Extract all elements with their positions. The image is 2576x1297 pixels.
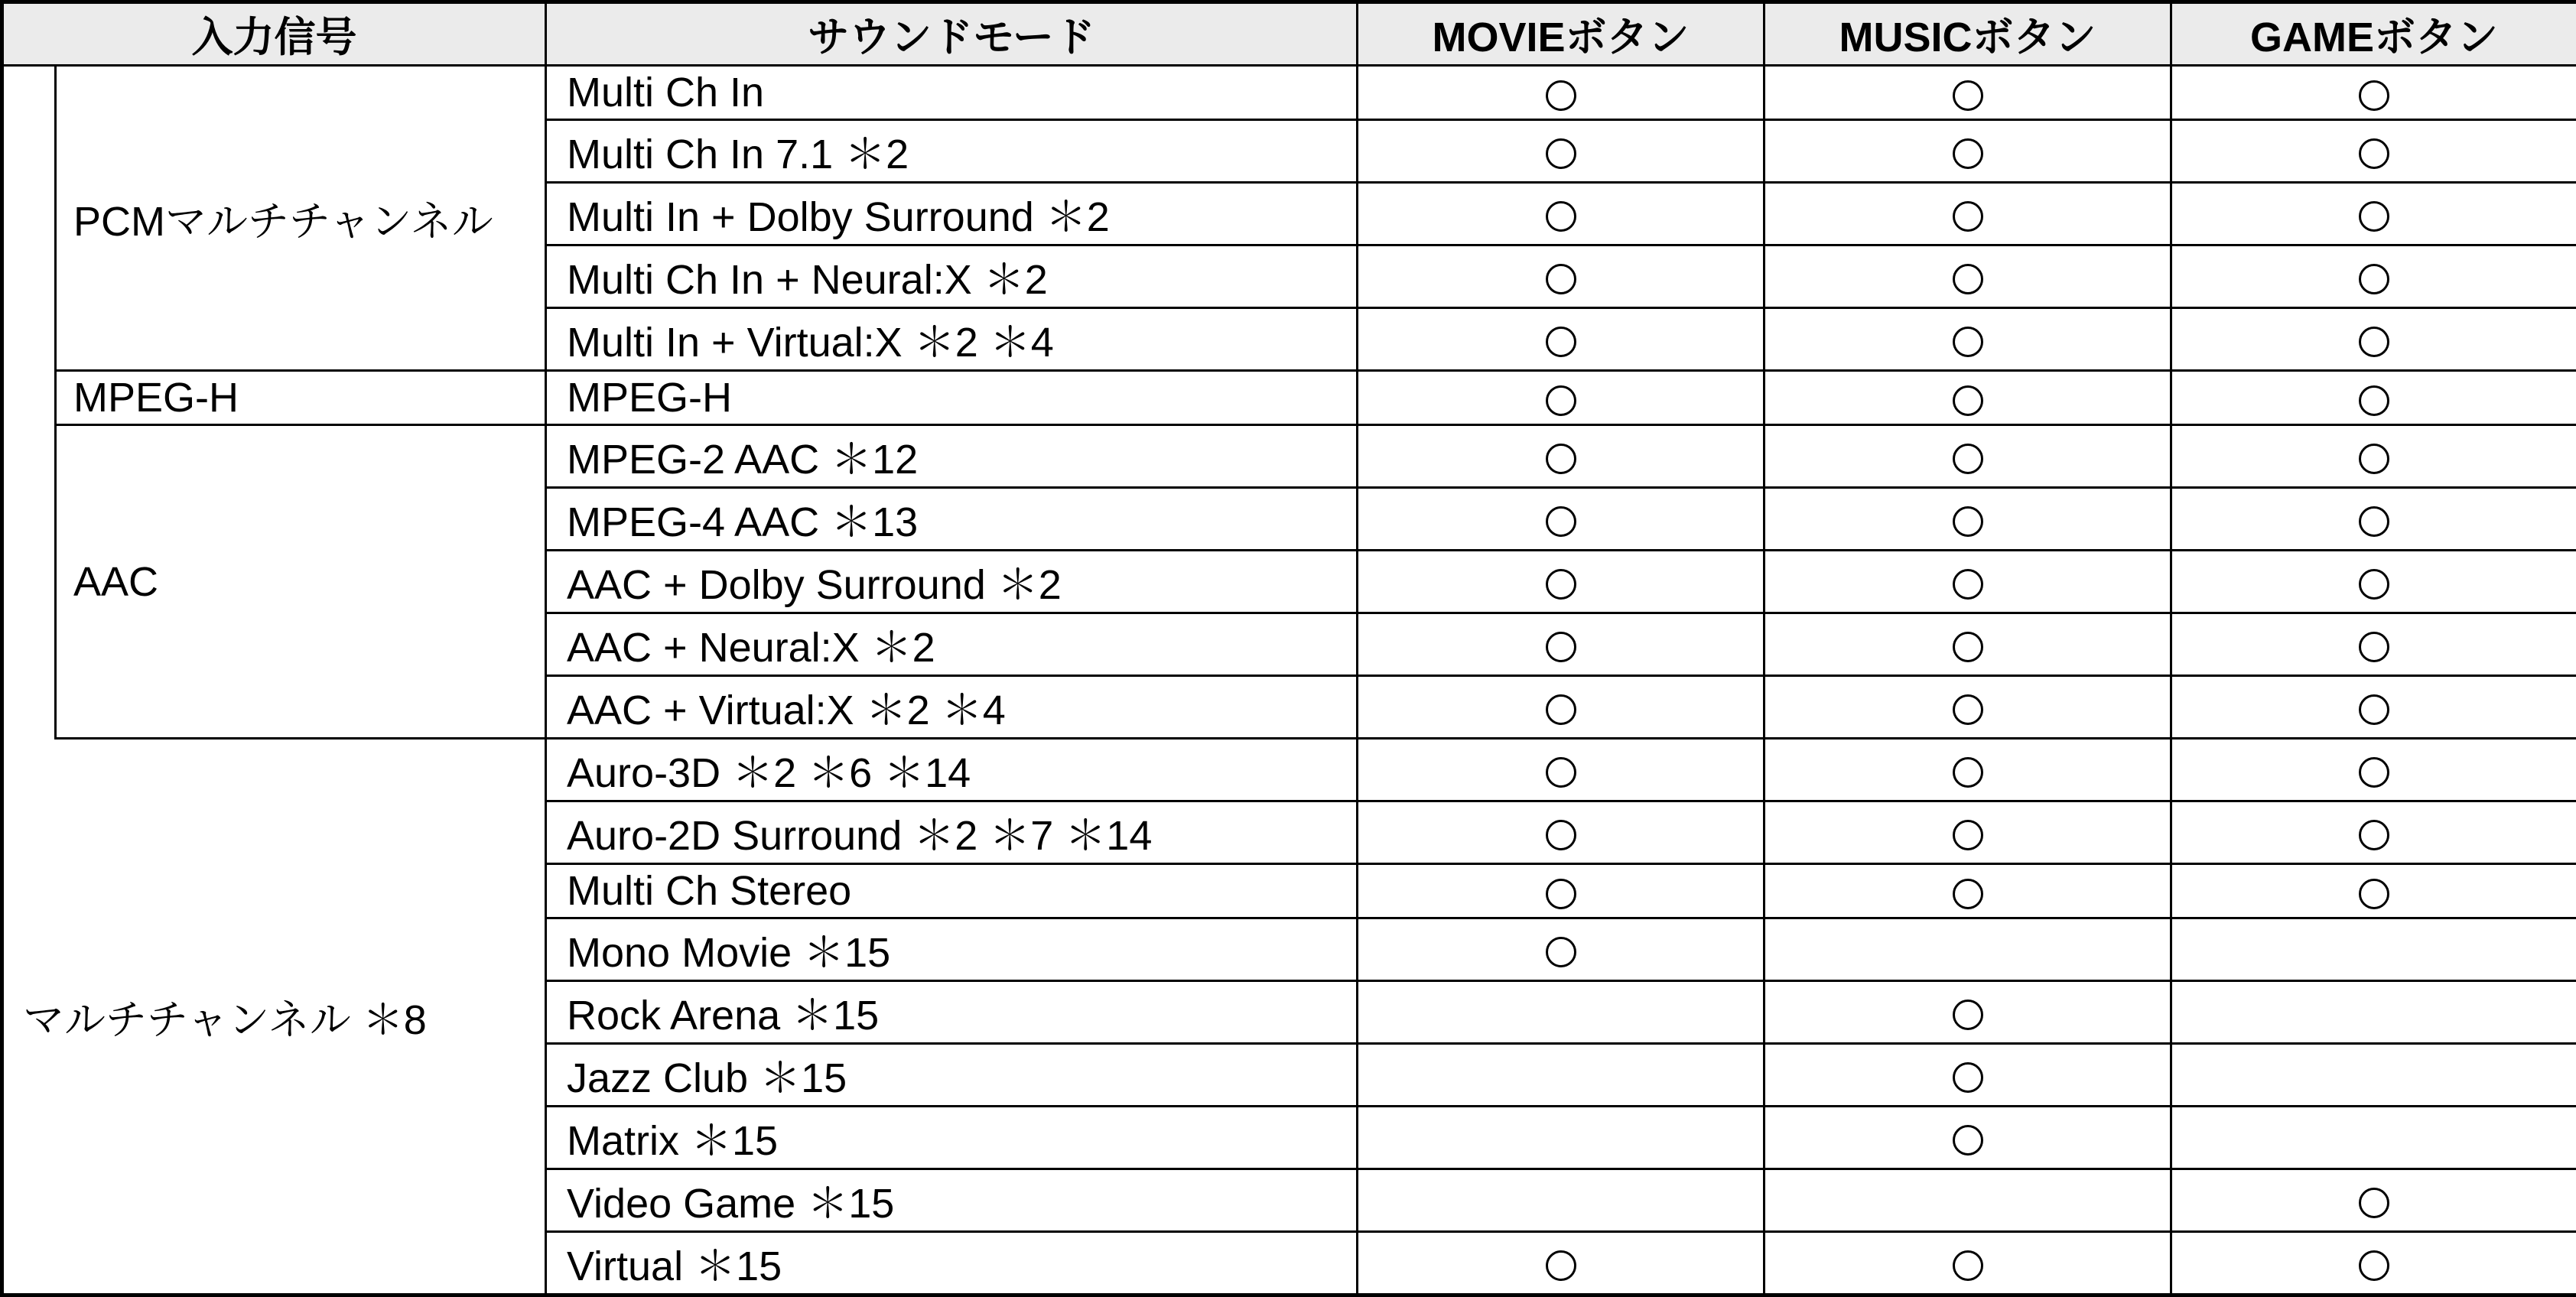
game-mark-cell [2171, 120, 2576, 183]
circle-mark [1546, 1250, 1576, 1281]
music-mark-cell [1764, 308, 2171, 371]
circle-mark [1953, 1000, 1983, 1030]
sound-mode-cell: Video Game ＊15 [546, 1169, 1358, 1232]
movie-mark-cell [1358, 245, 1764, 308]
sound-mode-cell: Jazz Club ＊15 [546, 1044, 1358, 1107]
game-mark-cell [2171, 371, 2576, 425]
header-music-button: MUSICボタン [1764, 2, 2171, 66]
movie-mark-cell [1358, 864, 1764, 918]
game-mark-cell [2171, 1232, 2576, 1295]
sound-mode-cell: Auro-3D ＊2 ＊6 ＊14 [546, 739, 1358, 801]
music-mark-cell [1764, 120, 2171, 183]
movie-mark-cell [1358, 676, 1764, 739]
header-game-button: GAMEボタン [2171, 2, 2576, 66]
circle-mark [1953, 138, 1983, 169]
sound-mode-cell: MPEG-H [546, 371, 1358, 425]
circle-mark [2359, 632, 2389, 662]
circle-mark [2359, 138, 2389, 169]
circle-mark [2359, 569, 2389, 600]
input-signal-group-label: MPEG-H [56, 371, 546, 425]
music-mark-cell [1764, 1169, 2171, 1232]
music-mark-cell [1764, 1232, 2171, 1295]
game-mark-cell [2171, 488, 2576, 551]
sound-mode-cell: Mono Movie ＊15 [546, 918, 1358, 981]
music-mark-cell [1764, 425, 2171, 488]
circle-mark [1546, 327, 1576, 357]
music-mark-cell [1764, 676, 2171, 739]
music-mark-cell [1764, 488, 2171, 551]
input-signal-group-strip [2, 66, 56, 739]
movie-mark-cell [1358, 183, 1764, 245]
game-mark-cell [2171, 1044, 2576, 1107]
circle-mark [1546, 694, 1576, 725]
game-mark-cell [2171, 918, 2576, 981]
circle-mark [1953, 506, 1983, 537]
game-mark-cell [2171, 308, 2576, 371]
circle-mark [2359, 264, 2389, 294]
header-input-signal: 入力信号 [2, 2, 546, 66]
table-row [2, 739, 2576, 801]
circle-mark [1546, 385, 1576, 416]
circle-mark [1546, 757, 1576, 788]
music-mark-cell [1764, 739, 2171, 801]
music-mark-cell [1764, 918, 2171, 981]
movie-mark-cell [1358, 739, 1764, 801]
circle-mark [2359, 385, 2389, 416]
sound-mode-cell: MPEG-2 AAC ＊12 [546, 425, 1358, 488]
movie-mark-cell [1358, 120, 1764, 183]
movie-mark-cell [1358, 1169, 1764, 1232]
game-mark-cell [2171, 245, 2576, 308]
game-mark-cell [2171, 425, 2576, 488]
music-mark-cell [1764, 613, 2171, 676]
circle-mark [2359, 327, 2389, 357]
circle-mark [1546, 80, 1576, 111]
circle-mark [1546, 937, 1576, 967]
sound-mode-cell: Multi In + Dolby Surround ＊2 [546, 183, 1358, 245]
circle-mark [1953, 444, 1983, 474]
music-mark-cell [1764, 801, 2171, 864]
circle-mark [1953, 80, 1983, 111]
sound-mode-cell: AAC + Virtual:X ＊2 ＊4 [546, 676, 1358, 739]
game-mark-cell [2171, 676, 2576, 739]
movie-mark-cell [1358, 66, 1764, 120]
music-mark-cell [1764, 66, 2171, 120]
movie-mark-cell [1358, 371, 1764, 425]
circle-mark [1953, 757, 1983, 788]
music-mark-cell [1764, 1107, 2171, 1169]
sound-mode-cell: Multi Ch In + Neural:X ＊2 [546, 245, 1358, 308]
circle-mark [1953, 264, 1983, 294]
music-mark-cell [1764, 864, 2171, 918]
music-mark-cell [1764, 371, 2171, 425]
movie-mark-cell [1358, 425, 1764, 488]
circle-mark [1546, 138, 1576, 169]
header-movie-button: MOVIEボタン [1358, 2, 1764, 66]
table-body [2, 66, 2576, 1295]
game-mark-cell [2171, 613, 2576, 676]
movie-mark-cell [1358, 918, 1764, 981]
circle-mark [1546, 820, 1576, 850]
music-mark-cell [1764, 551, 2171, 613]
circle-mark [2359, 879, 2389, 909]
movie-mark-cell [1358, 1232, 1764, 1295]
movie-mark-cell [1358, 801, 1764, 864]
input-signal-group-label: PCMマルチチャンネル [56, 66, 546, 371]
sound-mode-cell: Multi In + Virtual:X ＊2 ＊4 [546, 308, 1358, 371]
sound-mode-cell: MPEG-4 AAC ＊13 [546, 488, 1358, 551]
sound-mode-cell: Matrix ＊15 [546, 1107, 1358, 1169]
table-row [2, 371, 2576, 425]
circle-mark [1546, 264, 1576, 294]
movie-mark-cell [1358, 551, 1764, 613]
circle-mark [2359, 201, 2389, 232]
movie-mark-cell [1358, 1044, 1764, 1107]
circle-mark [1546, 506, 1576, 537]
game-mark-cell [2171, 1107, 2576, 1169]
movie-mark-cell [1358, 613, 1764, 676]
circle-mark [1953, 694, 1983, 725]
circle-mark [1953, 385, 1983, 416]
circle-mark [1546, 632, 1576, 662]
input-signal-group-label: AAC [56, 425, 546, 739]
game-mark-cell [2171, 66, 2576, 120]
circle-mark [2359, 444, 2389, 474]
circle-mark [1953, 569, 1983, 600]
header-sound-mode: サウンドモード [546, 2, 1358, 66]
movie-mark-cell [1358, 488, 1764, 551]
input-signal-group-label: マルチチャンネル ＊8 [2, 739, 546, 1295]
circle-mark [2359, 80, 2389, 111]
game-mark-cell [2171, 864, 2576, 918]
table-row [2, 66, 2576, 120]
circle-mark [1546, 569, 1576, 600]
circle-mark [2359, 757, 2389, 788]
game-mark-cell [2171, 183, 2576, 245]
circle-mark [1546, 201, 1576, 232]
game-mark-cell [2171, 801, 2576, 864]
circle-mark [2359, 820, 2389, 850]
music-mark-cell [1764, 981, 2171, 1044]
circle-mark [1953, 820, 1983, 850]
movie-mark-cell [1358, 308, 1764, 371]
circle-mark [2359, 1250, 2389, 1281]
music-mark-cell [1764, 183, 2171, 245]
sound-mode-cell: Multi Ch In [546, 66, 1358, 120]
circle-mark [1953, 327, 1983, 357]
circle-mark [2359, 506, 2389, 537]
circle-mark [1953, 1125, 1983, 1156]
music-mark-cell [1764, 245, 2171, 308]
sound-mode-cell: Rock Arena ＊15 [546, 981, 1358, 1044]
circle-mark [2359, 694, 2389, 725]
game-mark-cell [2171, 739, 2576, 801]
game-mark-cell [2171, 551, 2576, 613]
music-mark-cell [1764, 1044, 2171, 1107]
circle-mark [2359, 1188, 2389, 1218]
sound-mode-cell: Multi Ch In 7.1 ＊2 [546, 120, 1358, 183]
movie-mark-cell [1358, 1107, 1764, 1169]
sound-mode-cell: AAC + Dolby Surround ＊2 [546, 551, 1358, 613]
sound-mode-cell: AAC + Neural:X ＊2 [546, 613, 1358, 676]
circle-mark [1953, 1250, 1983, 1281]
sound-mode-cell: Auro-2D Surround ＊2 ＊7 ＊14 [546, 801, 1358, 864]
circle-mark [1546, 879, 1576, 909]
circle-mark [1953, 201, 1983, 232]
circle-mark [1953, 879, 1983, 909]
circle-mark [1546, 444, 1576, 474]
circle-mark [1953, 1062, 1983, 1093]
game-mark-cell [2171, 981, 2576, 1044]
table-row [2, 425, 2576, 488]
movie-mark-cell [1358, 981, 1764, 1044]
sound-mode-cell: Virtual ＊15 [546, 1232, 1358, 1295]
table-header-row [2, 2, 2576, 66]
sound-mode-cell: Multi Ch Stereo [546, 864, 1358, 918]
game-mark-cell [2171, 1169, 2576, 1232]
circle-mark [1953, 632, 1983, 662]
